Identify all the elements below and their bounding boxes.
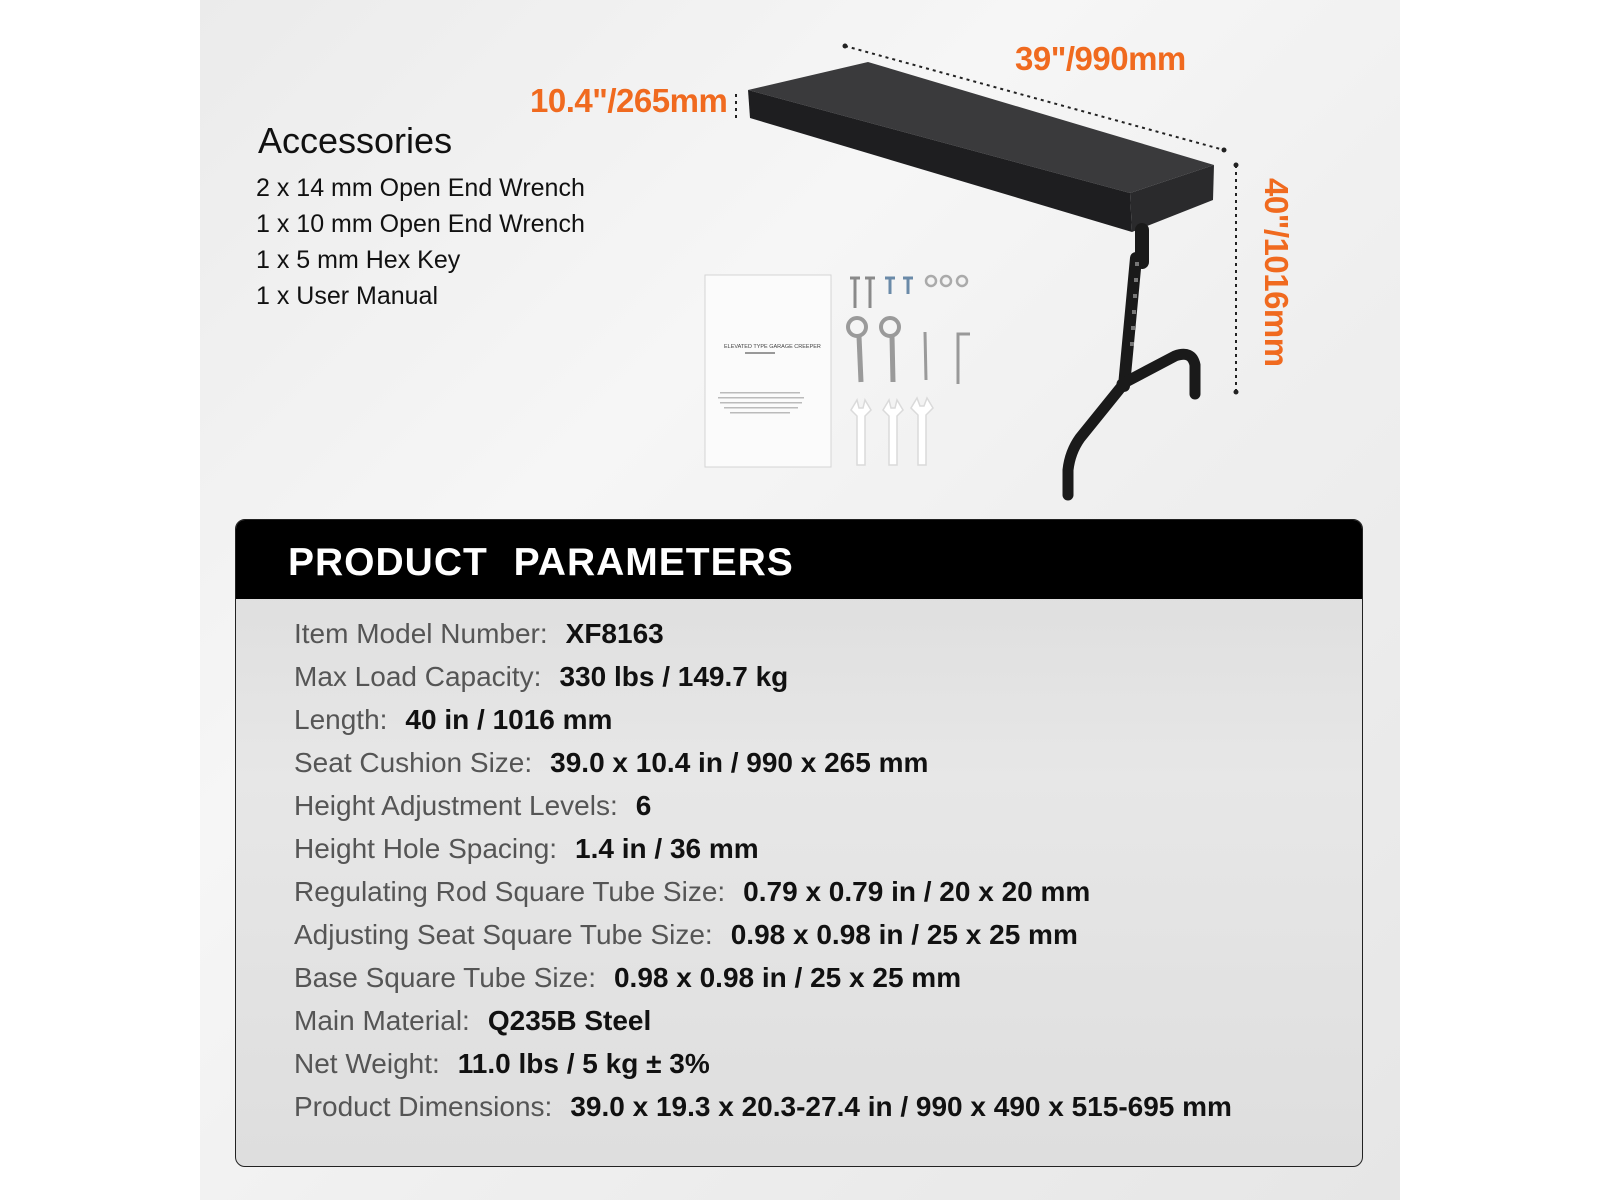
parameter-row <box>294 655 1232 698</box>
accessory-item: 1 x 10 mm Open End Wrench <box>256 210 585 238</box>
user-manual-icon <box>705 275 831 467</box>
accessory-item: 1 x 5 mm Hex Key <box>256 246 461 274</box>
width-dimension-label: 10.4"/265mm <box>530 82 728 119</box>
parameter-label: Adjusting Seat Square Tube Size: <box>294 919 713 950</box>
parameter-value: Q235B Steel <box>487 1005 652 1036</box>
parameter-row <box>294 1042 1232 1085</box>
parameter-label: Main Material: <box>294 1005 470 1036</box>
parameter-value: 1.4 in / 36 mm <box>575 833 759 864</box>
accessories-list <box>256 170 585 314</box>
parameter-row <box>294 698 1232 741</box>
parameter-value: 0.98 x 0.98 in / 25 x 25 mm <box>613 962 962 993</box>
accessory-item: 1 x User Manual <box>256 282 439 310</box>
parameter-row <box>294 1085 1232 1128</box>
parameter-label: Regulating Rod Square Tube Size: <box>294 876 726 907</box>
stand-frame-icon <box>1068 230 1195 495</box>
length-dimension-label: 39"/990mm <box>1015 40 1186 77</box>
parameter-row <box>294 913 1232 956</box>
product-parameters-title: PRODUCT PARAMETERS <box>236 520 1362 599</box>
parameter-label: Height Adjustment Levels: <box>294 790 618 821</box>
hex-key-icon <box>958 334 970 384</box>
parameter-label: Base Square Tube Size: <box>294 962 596 993</box>
parameter-value: 0.79 x 0.79 in / 20 x 20 mm <box>743 876 1091 907</box>
parameter-label: Item Model Number: <box>294 618 548 649</box>
parameter-value: 40 in / 1016 mm <box>405 704 613 735</box>
parameter-label: Seat Cushion Size: <box>294 747 533 778</box>
parameter-row <box>294 870 1232 913</box>
parameter-label: Height Hole Spacing: <box>294 833 558 864</box>
accessories-title: Accessories <box>258 120 453 161</box>
washers-icon <box>926 276 967 286</box>
parameter-row <box>294 999 1232 1042</box>
product-image <box>200 0 1400 1200</box>
height-dimension-label: 40"/1016mm <box>1258 178 1295 367</box>
parameter-value: 330 lbs / 149.7 kg <box>559 661 789 692</box>
parameter-value: 0.98 x 0.98 in / 25 x 25 mm <box>730 919 1078 950</box>
hitch-pins-icon <box>848 318 926 382</box>
parameter-row <box>294 827 1232 870</box>
parameter-label: Length: <box>294 704 388 735</box>
parameter-value: 39.0 x 10.4 in / 990 x 265 mm <box>550 747 929 778</box>
open-end-wrench-icon <box>851 398 933 465</box>
parameter-label: Net Weight: <box>294 1048 440 1079</box>
parameter-value: XF8163 <box>565 618 664 649</box>
product-parameters-panel <box>235 519 1363 1167</box>
accessory-item: 2 x 14 mm Open End Wrench <box>256 174 585 202</box>
parameter-label: Max Load Capacity: <box>294 661 542 692</box>
bolts-icon <box>850 278 913 308</box>
parameter-row <box>294 956 1232 999</box>
parameters-list <box>294 612 1232 1128</box>
parameter-row <box>294 784 1232 827</box>
seat-cushion-icon <box>748 62 1214 232</box>
parameter-value: 6 <box>635 790 652 821</box>
parameter-label: Product Dimensions: <box>294 1091 553 1122</box>
parameter-value: 11.0 lbs / 5 kg ± 3% <box>457 1048 710 1079</box>
parameter-row <box>294 741 1232 784</box>
parameter-value: 39.0 x 19.3 x 20.3-27.4 in / 990 x 490 x 515-695 mm <box>570 1091 1232 1122</box>
manual-cover-title: ELEVATED TYPE GARAGE CREEPER <box>724 344 821 350</box>
parameter-row <box>294 612 1232 655</box>
